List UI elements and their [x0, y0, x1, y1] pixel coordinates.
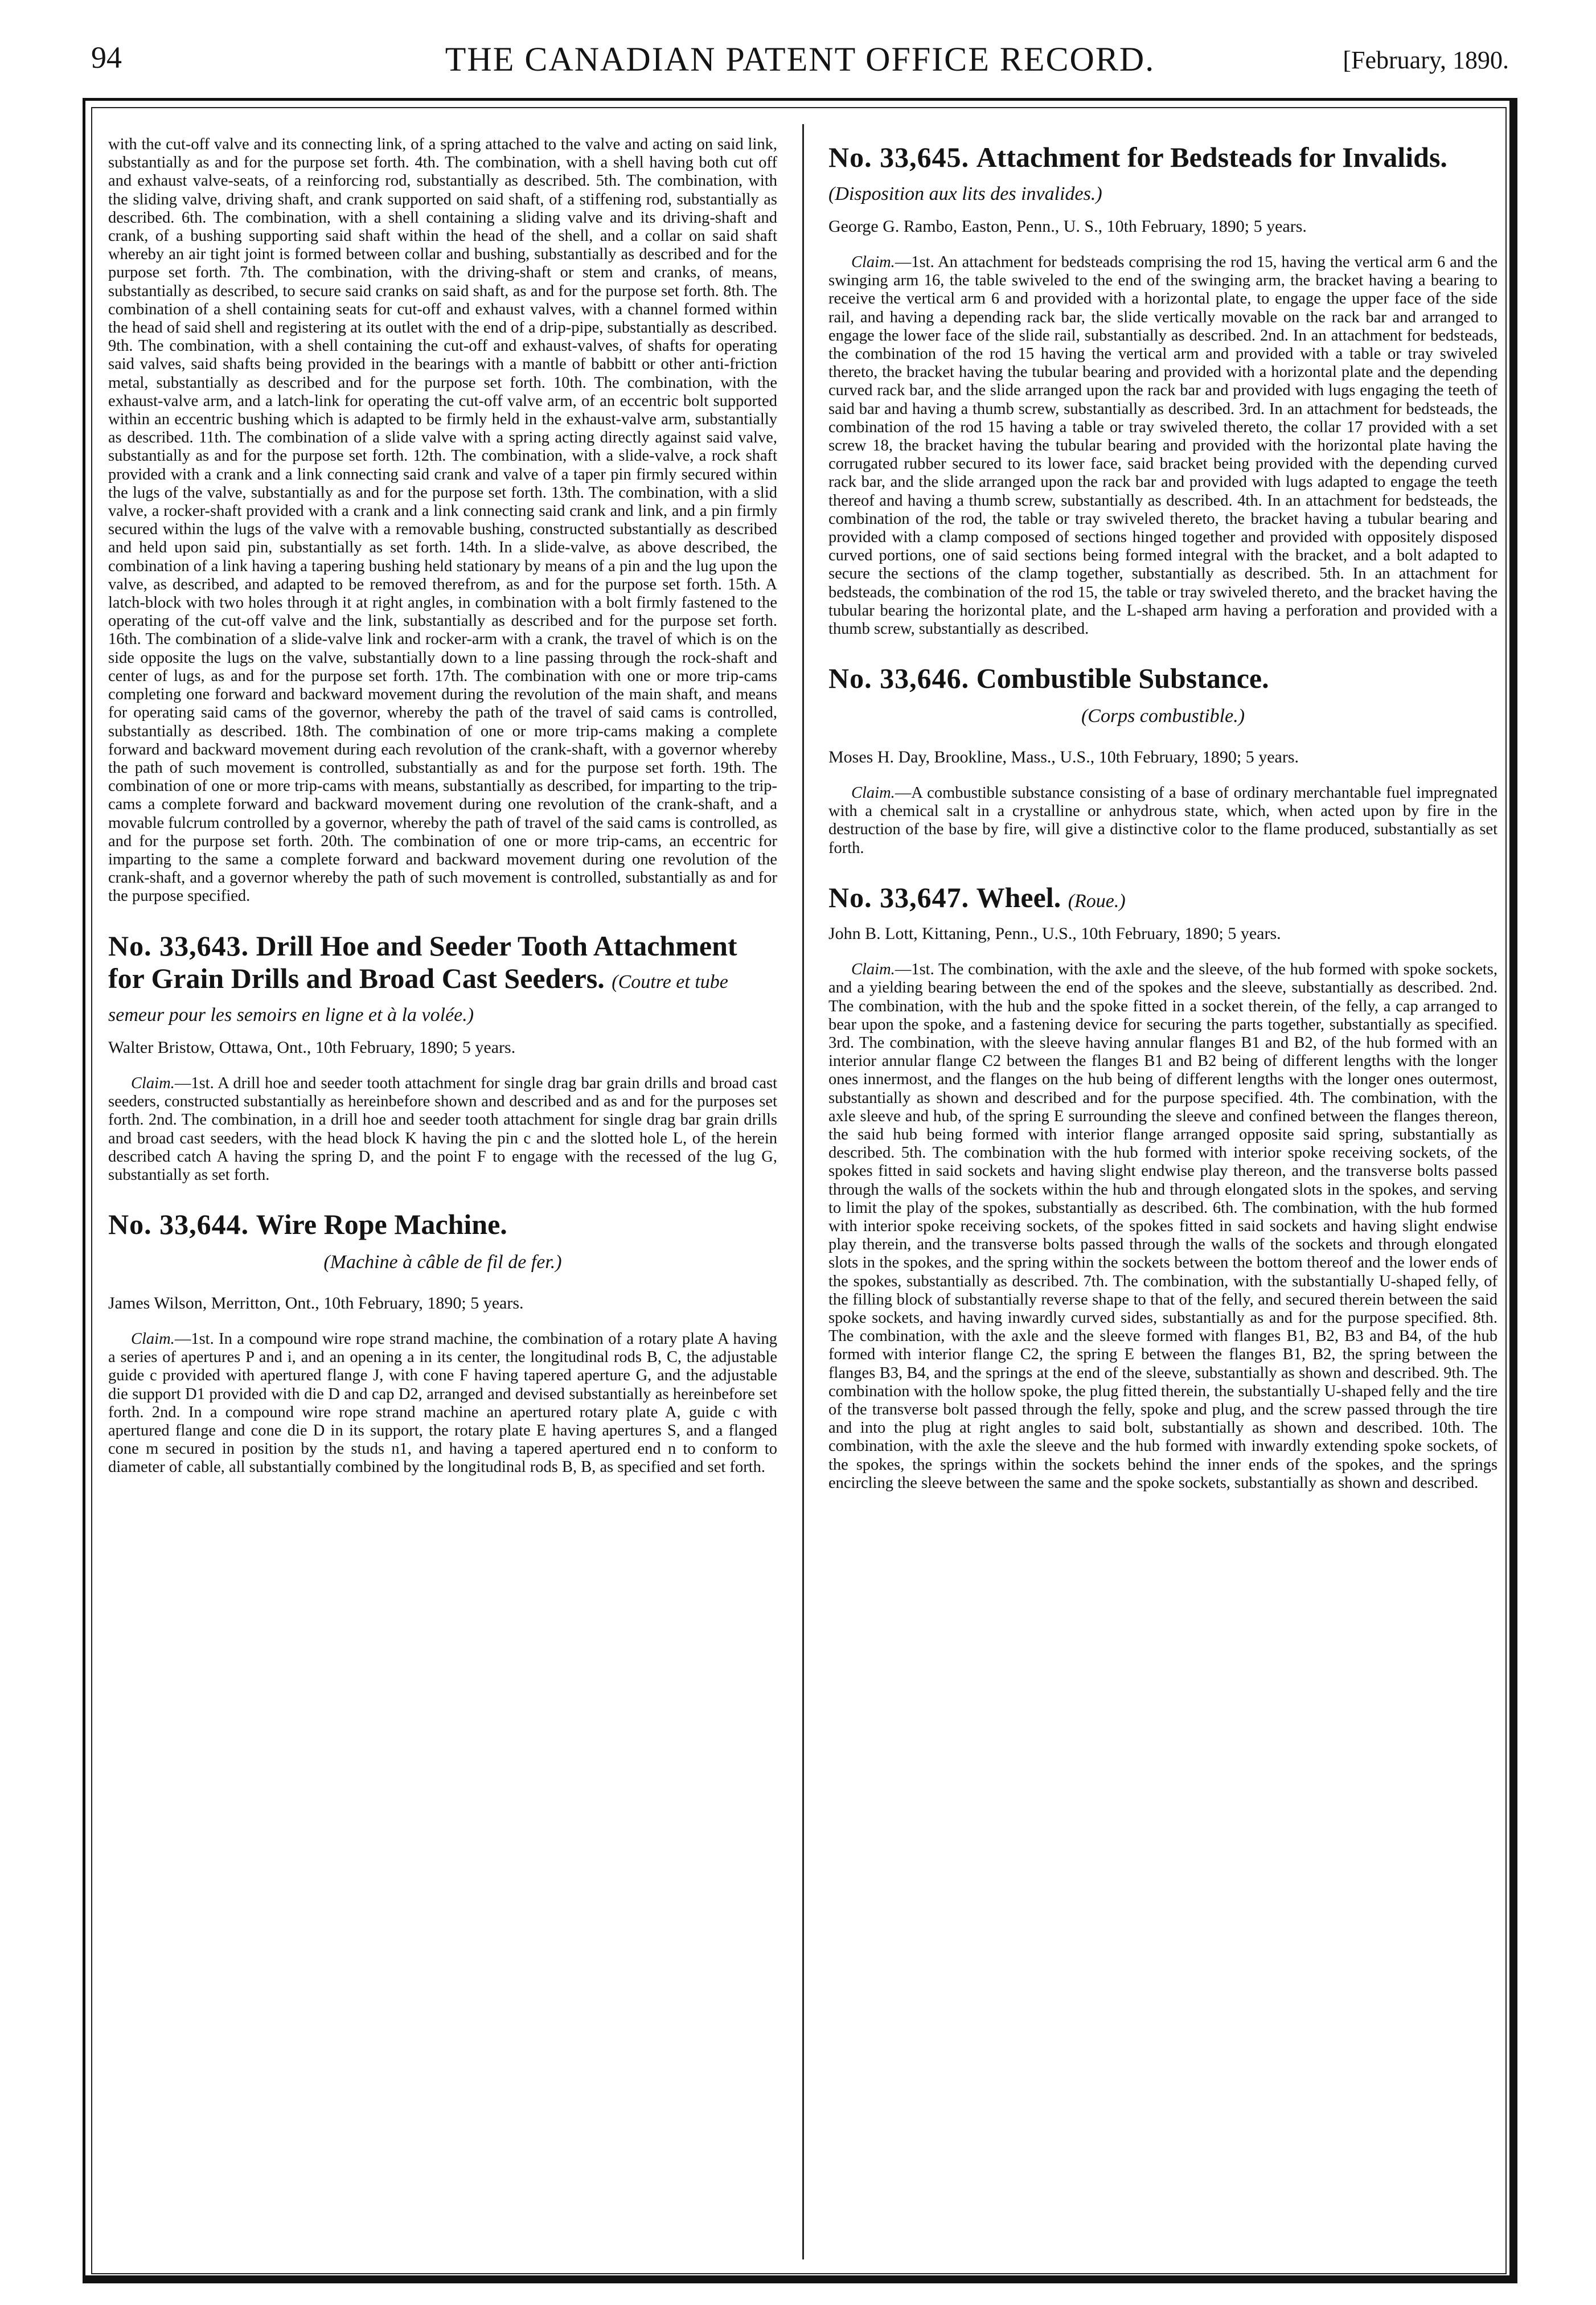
- patent-heading: [828, 881, 1497, 914]
- patent-claim: [828, 961, 1497, 1492]
- issue-date: [February, 1890.: [1343, 46, 1509, 74]
- patent-claim: [828, 253, 1497, 638]
- french-title: (Coutre et tube semeur pour les semoirs en ligne et à la volée.): [108, 971, 728, 1026]
- claim-text: —1st. The combination, with the axle and the sleeve, of the hub formed with spoke sockets, and a yielding bearing between the end of the spokes and the sleeve, substantially as described. 2nd. The combination, with the hub and the spoke fitted in a socket therein, of the felly, a cap arranged to bear upon the spoke, and a fastening device for securing the parts together, substantially as specified. 3rd. The combination, with the sleeve having annular flanges B1 and B2, of the hub formed with an interior annular flange C2 between the flanges B1 and B2 being of different lengths with the longer ones innermost, and the flanges on the hub being of different lengths with the longer ones outermost, substantially as shown and described and for the purpose specified. 4th. The combination, with the axle sleeve and hub, of the spring E surrounding the sleeve and confined between the flanges thereon, the said hub being formed with interior flange arranged opposite said spring, substantially as described. 5th. The combination with the hub formed with interior spoke receiving sockets, of the spokes fitted in said sockets and having slight endwise play thereon, and the transverse bolts passed through the walls of the sockets within the hub and through elongated slots in the spokes, and serving to limit the play of the spokes, substantially as described. 6th. The combination, with the hub formed with interior spoke receiving sockets, of the spokes fitted in said sockets and having slight endwise play therein, and the transverse bolts passed through the walls of the sockets and through elongated slots in the spokes, and the spring within the sockets between the bottom thereof and the lower ends of the spokes, substantially as described. 7th. The combination, with the substantially U-shaped felly, of the filling block of substantially reverse shape to that of the felly, and secured therein between the said spoke sockets, and having inwardly curved sides, substantially as and for the purpose specified. 8th. The combination, with the axle and the sleeve formed with flanges B1, B2, B3 and B4, of the hub formed with interior flange C2, the spring E between the flanges B1, B2, the spring between the flanges B3, B4, and the springs at the end of the sleeve, substantially as shown and described. 9th. The combination with the hollow spoke, the plug fitted therein, the substantially U-shaped felly and the tire of the transverse bolt passed through the felly, spoke and plug, and the screw passed through the tire and into the plug at right angles to said bolt, substantially as shown and described. 10th. The combination, with the axle the sleeve and the hub formed with inwardly extending spoke sockets, of the spokes, the springs within the sockets behind the inner ends of the spokes, and the springs encircling the sleeve between the same and the spoke sockets, substantially as shown and described.: [828, 961, 1497, 1492]
- patent-number: No. 33,647.: [828, 881, 970, 913]
- french-title: (Machine à câble de fil de fer.): [323, 1251, 562, 1273]
- right-column: [828, 136, 1497, 2254]
- claim-label: Claim.: [851, 784, 895, 802]
- running-title: THE CANADIAN PATENT OFFICE RECORD.: [445, 40, 1155, 78]
- french-title: (Disposition aux lits des invalides.): [828, 183, 1102, 204]
- column-divider: [802, 124, 804, 2259]
- patent-title: Combustible Substance.: [976, 662, 1269, 695]
- patent-number: No. 33,645.: [828, 141, 970, 173]
- claim-label: Claim.: [131, 1330, 175, 1348]
- patent-claim: [108, 1074, 777, 1184]
- patent-entry-33647: [828, 881, 1497, 1492]
- patent-title: Wire Rope Machine.: [256, 1208, 507, 1241]
- patent-number: No. 33,644.: [108, 1208, 249, 1241]
- patent-heading: [108, 930, 777, 1028]
- patent-title: Attachment for Bedsteads for Invalids.: [976, 141, 1447, 173]
- claim-label: Claim.: [851, 253, 895, 271]
- patent-grantee: George G. Rambo, Easton, Penn., U. S., 10th February, 1890; 5 years.: [828, 217, 1307, 236]
- patent-grantee: Walter Bristow, Ottawa, Ont., 10th February, 1890; 5 years.: [108, 1038, 516, 1057]
- page-number: 94: [91, 40, 122, 75]
- patent-title: Drill Hoe and Seeder Tooth Attachment for Grain Drills and Broad Cast Seeders.: [108, 929, 737, 995]
- left-column: [108, 136, 777, 2254]
- patent-claim: [828, 784, 1497, 858]
- patent-heading: [828, 141, 1497, 207]
- claim-label: Claim.: [851, 961, 895, 979]
- patent-grantee: Moses H. Day, Brookline, Mass., U.S., 10th February, 1890; 5 years.: [828, 748, 1299, 767]
- french-title: (Corps combustible.): [1081, 705, 1245, 727]
- patent-heading: [108, 1208, 777, 1241]
- claim-label: Claim.: [131, 1074, 175, 1092]
- patent-entry-33646: [828, 662, 1497, 858]
- patent-entry-33644: [108, 1208, 777, 1476]
- page-header: [85, 34, 1515, 85]
- patent-claim: [108, 1330, 777, 1477]
- patent-grantee: John B. Lott, Kittaning, Penn., U.S., 10th February, 1890; 5 years.: [828, 924, 1281, 944]
- patent-grantee: James Wilson, Merritton, Ont., 10th February, 1890; 5 years.: [108, 1294, 524, 1313]
- patent-entry-33643: [108, 930, 777, 1185]
- claim-text: —1st. In a compound wire rope strand machine, the combination of a rotary plate A having a series of apertures P and i, and an opening a in its center, the longitudinal rods B, C, the adjustable guide c provided with apertured flange J, with cone F having tapered aperture G, and the adjustable die support D1 provided with die D and cap D2, arranged and devised substantially as hereinbefore set forth. 2nd. In a compound wire rope strand machine an apertured rotary plate A, guide c with apertured flange and cone die D in its support, the rotary plate E having apertures S, and a flanged cone m secured in position by the studs n1, and having a tapered apertured end n to conform to diameter of cable, all substantially combined by the longitudinal rods B, B, as specified and set forth.: [108, 1330, 777, 1476]
- patent-number: No. 33,643.: [108, 929, 249, 962]
- french-title: (Roue.): [1068, 890, 1126, 912]
- patent-title: Wheel.: [976, 881, 1061, 913]
- patent-entry-33645: [828, 141, 1497, 638]
- claim-text: —1st. An attachment for bedsteads comprising the rod 15, having the vertical arm 6 and the swinging arm 16, the table swiveled to the end of the swinging arm, the bracket having a bearing to receive the vertical arm 6 and provided with a horizontal plate, to engage the upper face of the side rail, and having a depending rack bar, the slide vertically movable on the rack bar and arranged to engage the lower face of the slide rail, substantially as described. 2nd. In an attachment for bedsteads, the combination of the rod 15 having the vertical arm and provided with a table or tray swiveled thereto, the bracket having the tubular bearing and provided with a horizontal plate and the depending curved rack bar, and the slide arranged upon the rack bar and provided with lugs engaging the teeth of said bar and having a thumb screw, substantially as described. 3rd. In an attachment for bedsteads, the combination of the rod 15 having a table or tray swiveled thereto, the collar 17 provided with a set screw 18, the bracket having the tubular bearing and provided with the horizontal plate having the corrugated rubber secured to its lower face, said bracket being provided with the depending curved rack bar, and the slide arranged upon the rack bar and provided with lugs adapted to engage the teeth thereof and having a thumb screw, substantially as described. 4th. In an attachment for bedsteads, the combination of the rod, the table or tray swiveled thereto, the bracket having a tubular bearing and provided with a clamp composed of sections hinged together and provided with oppositely disposed curved portions, one of said sections being formed integral with the bracket, and a bolt adapted to secure the sections of the clamp together, substantially as described. 5th. In an attachment for bedsteads, the combination of the rod 15, the table or tray swiveled thereto, and the bracket having the tubular bearing the horizontal plate, and the L-shaped arm having a perforation and provided with a thumb screw, substantially as described.: [828, 253, 1497, 638]
- patent-number: No. 33,646.: [828, 662, 970, 695]
- claim-text: —A combustible substance consisting of a base of ordinary merchantable fuel impregnated with a chemical salt in a crystalline or anhydrous state, which, when acted upon by fire in the destruction of the base by fire, will give a distinctive color to the flame produced, substantially as set forth.: [828, 784, 1497, 857]
- claim-text: —1st. A drill hoe and seeder tooth attachment for single drag bar grain drills and broad cast seeders, constructed substantially as hereinbefore shown and described and as and for the purposes set forth. 2nd. The combination, in a drill hoe and seeder tooth attachment for single drag bar grain drills and broad cast seeders, with the head block K having the pin c and the slotted hole L, of the herein described catch A having the spring D, and the point F to engage with the recessed of the lug G, substantially as set forth.: [108, 1074, 777, 1184]
- continued-claims: with the cut-off valve and its connecting link, of a spring attached to the valve and acting on said link, substantially as and for the purpose set forth. 4th. The combination, with a shell having both cut off and exhaust valve-seats, of a reinforcing rod, substantially as described. 5th. The combination, with the sliding valve, driving shaft, and crank supported on said shaft, of a stiffening rod, substantially as described. 6th. The combination, with a shell containing a sliding valve and its driving-shaft and crank, of a bushing supporting said shaft within the head of the shell, and a collar on said shaft whereby an air tight joint is formed between collar and bushing, substantially as described and for the purpose set forth. 7th. The combination, with the driving-shaft or stem and cranks, of means, substantially as described, to secure said cranks on said shaft, as and for the purpose set forth. 8th. The combination of a shell containing seats for cut-off and exhaust valves, with a channel formed within the head of said shell and registering at its outlet with the end of a drip-pipe, substantially as described. 9th. The combination, with a shell containing the cut-off and exhaust-valves, of shafts for operating said valves, said shafts being provided in the bearings with a mantle of babbitt or other anti-friction metal, substantially as described and for the purpose set forth. 10th. The combination, with the exhaust-valve arm, and a latch-link for operating the cut-off valve arm, of an eccentric bolt supported within an eccentric bushing which is adapted to be firmly held in the exhaust-valve arm, substantially as described. 11th. The combination of a slide valve with a spring acting directly against said valve, substantially as and for the purpose set forth. 12th. The combination, with a slide-valve, a rock shaft provided with a crank and a link connecting said crank and valve of a taper pin firmly secured within the lugs of the valve, substantially as and for the purpose set forth. 13th. The combination, with a slid valve, a rocker-shaft provided with a crank and a link connecting said crank and link, and a pin firmly secured within the lugs of the valve with a removable bushing, constructed substantially as described and held upon said pin, substantially as set forth. 14th. In a slide-valve, as above described, the combination of a link having a tapering bushing held stationary by means of a pin and the lug upon the valve, as described, and adapted to be removed therefrom, as and for the purpose set forth. 15th. A latch-block with two holes through it at right angles, in combination with a bolt firmly fastened to the operating of the cut-off valve and the link, substantially as described and for the purpose set forth. 16th. The combination of a slide-valve link and rocker-arm with a crank, the travel of which is on the side opposite the lugs on the valve, substantially down to a line passing through the rock-shaft and center of lugs, as and for the purpose set forth. 17th. The combination with one or more trip-cams completing one forward and backward movement during the revolution of the main shaft, and means for operating said cams of the governor, whereby the path of the travel of said cams is controlled, substantially as described. 18th. The combination of one or more trip-cams making a complete forward and backward movement during each revolution of the crank-shaft, with a governor whereby the path of such movement is controlled, substantially as and for the purpose set forth. 19th. The combination of one or more trip-cams with means, substantially as described, for imparting to the trip-cams a complete forward and backward movement during one revolution of the crank-shaft, and a movable fulcrum controlled by a governor, whereby the path of travel of the said cams is controlled, as and for the purpose set forth. 20th. The combination of one or more trip-cams, an eccentric for imparting to the same a complete forward and backward movement during one revolution of the crank-shaft, and a governor whereby the path of such movement is controlled, substantially as and for the purpose specified.: [108, 136, 777, 905]
- patent-heading: [828, 662, 1497, 695]
